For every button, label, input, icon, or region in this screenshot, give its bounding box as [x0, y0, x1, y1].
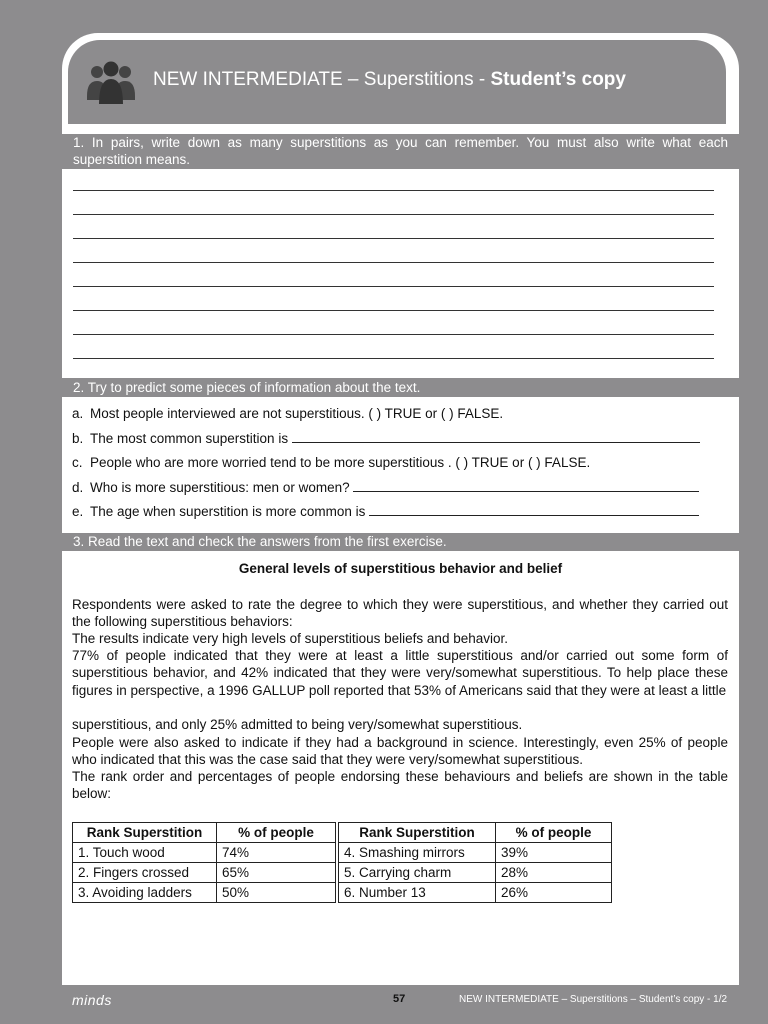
table-cell: 3. Avoiding ladders: [73, 883, 217, 903]
answer-blank[interactable]: [292, 430, 700, 443]
superstition-table: [72, 822, 612, 903]
answer-line[interactable]: [73, 358, 714, 359]
table-row: [73, 863, 612, 883]
answer-line[interactable]: [73, 334, 714, 335]
table-cell: 50%: [217, 883, 336, 903]
answer-line[interactable]: [73, 190, 714, 191]
table-row: [73, 843, 612, 863]
answer-line[interactable]: [73, 262, 714, 263]
question-b: b. The most common superstition is: [72, 430, 700, 446]
article-title: General levels of superstitious behavior and belief: [238, 561, 563, 576]
table-header: Rank Superstition: [73, 823, 217, 843]
answer-line[interactable]: [73, 286, 714, 287]
answer-blank[interactable]: [369, 503, 699, 516]
table-cell: 65%: [217, 863, 336, 883]
table-cell: 28%: [496, 863, 612, 883]
page-title: NEW INTERMEDIATE – Superstitions - Student’s copy: [153, 69, 626, 90]
table-row: [73, 883, 612, 903]
article-paragraph: The results indicate very high levels of superstitious beliefs and behavior.: [72, 631, 508, 646]
table-cell: 74%: [217, 843, 336, 863]
table-cell: 26%: [496, 883, 612, 903]
article-paragraph: superstitious, and only 25% admitted to being very/somewhat superstitious.: [72, 717, 523, 732]
page-number: 57: [393, 993, 406, 1005]
article-paragraph: The rank order and percentages of people endorsing these behaviours and beliefs are shown in the table below:: [72, 769, 728, 802]
question-c: c. People who are more worried tend to be more superstitious . ( ) TRUE or ( ) FALSE.: [72, 455, 591, 470]
section1-instruction: 1. In pairs, write down as many superstitions as you can remember. You must also write what each superstition means.: [62, 134, 739, 169]
table-cell: 39%: [496, 843, 612, 863]
answer-line[interactable]: [73, 214, 714, 215]
table-header-row: [73, 823, 612, 843]
minds-logo: minds: [72, 992, 112, 1008]
question-d: d. Who is more superstitious: men or women?: [72, 479, 699, 495]
table-cell: 1. Touch wood: [73, 843, 217, 863]
table-header: Rank Superstition: [339, 823, 496, 843]
answer-line[interactable]: [73, 310, 714, 311]
table-cell: 6. Number 13: [339, 883, 496, 903]
footer-caption: NEW INTERMEDIATE – Superstitions – Student’s copy - 1/2: [459, 994, 728, 1005]
question-a: a. Most people interviewed are not superstitious. ( ) TRUE or ( ) FALSE.: [72, 406, 504, 421]
article-paragraph: People were also asked to indicate if they had a background in science. Interestingly, even 25% of people who indicated that this was the case said that they were very/somewhat superstitious.: [72, 735, 728, 768]
table-cell: 2. Fingers crossed: [73, 863, 217, 883]
section2-instruction: 2. Try to predict some pieces of information about the text.: [62, 378, 739, 397]
article-paragraph: 77% of people indicated that they were at least a little superstitious and/or carried out some form of superstitious behavior, and 42% indicated that they were very/somewhat superstitious. To help place these figures in perspective, a 1996 GALLUP poll reported that 53% of Americans said that they were at least a little: [72, 648, 728, 698]
section3-instruction: 3. Read the text and check the answers from the first exercise.: [62, 533, 739, 551]
table-header: % of people: [217, 823, 336, 843]
table-cell: 4. Smashing mirrors: [339, 843, 496, 863]
article-paragraph: Respondents were asked to rate the degree to which they were superstitious, and whether they carried out the following superstitious behaviors:: [72, 597, 728, 630]
question-e: e. The age when superstition is more common is: [72, 503, 699, 519]
answer-blank[interactable]: [353, 479, 699, 492]
answer-line[interactable]: [73, 238, 714, 239]
header-banner: [68, 40, 726, 124]
table-cell: 5. Carrying charm: [339, 863, 496, 883]
table-header: % of people: [496, 823, 612, 843]
group-people-icon: [85, 60, 137, 113]
